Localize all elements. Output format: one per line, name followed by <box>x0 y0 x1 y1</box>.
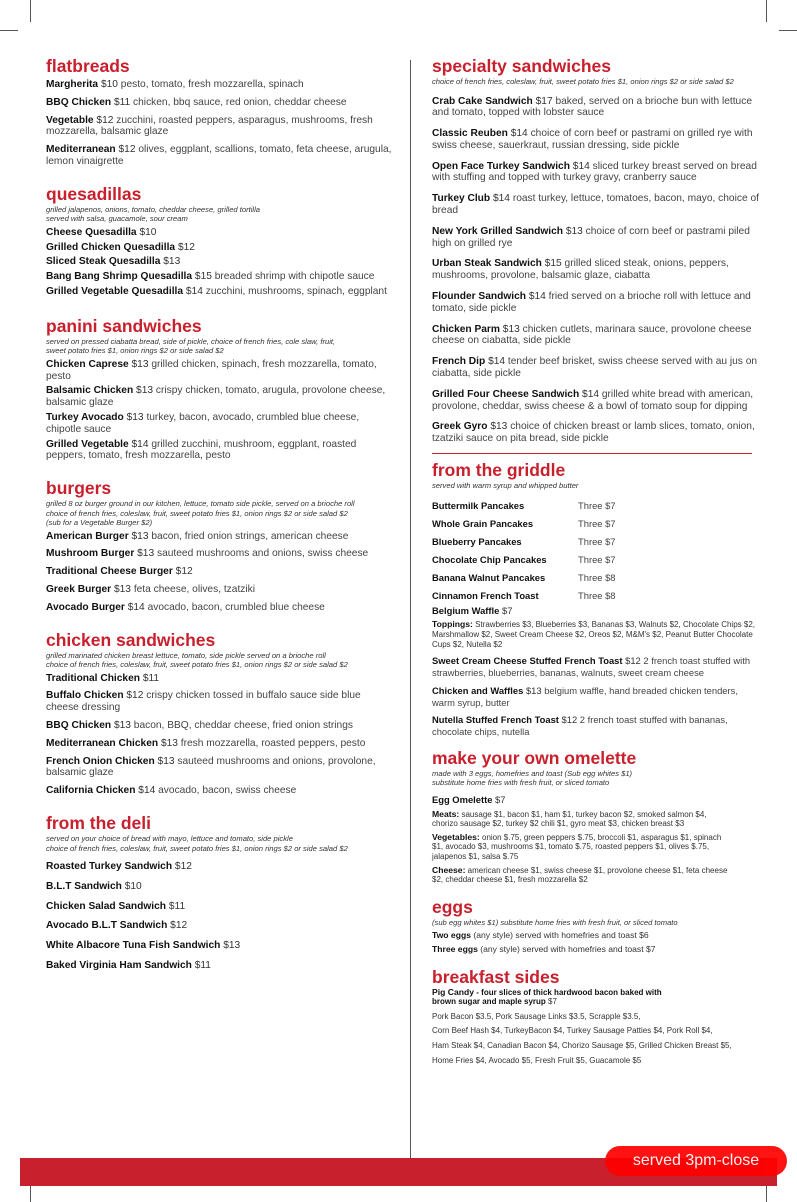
pancake-row <box>432 587 762 605</box>
section-note <box>46 651 396 670</box>
item-desc: avocado, bacon, swiss cheese <box>158 785 297 797</box>
item-desc: served with homefries and toast <box>515 930 637 941</box>
menu-item <box>432 128 762 152</box>
item-price: $14 <box>582 388 600 400</box>
section-note <box>432 481 762 491</box>
item-price: $7 <box>646 943 656 954</box>
item-price: $11 <box>113 96 131 108</box>
egg-item <box>432 945 762 955</box>
crop-mark <box>30 0 31 22</box>
menu-item <box>46 690 396 714</box>
item-desc: olives, eggplant, scallions, tomato, feta cheese, arugula, lemon vinaigrette <box>46 144 392 167</box>
item-style: (any style) <box>473 930 514 941</box>
section-title: burgers <box>46 478 112 499</box>
item-name: French Onion Chicken <box>46 755 155 767</box>
section-title: make your own omelette <box>432 747 637 768</box>
item-list <box>432 96 762 446</box>
item-price: $14 <box>127 601 145 613</box>
menu-item <box>46 738 396 750</box>
menu-item <box>46 412 396 436</box>
item-name: Grilled Four Cheese Sandwich <box>432 388 580 400</box>
item-name: White Albacore Tuna Fish Sandwich <box>46 940 221 952</box>
note-line: served with warm syrup and whipped butter <box>432 481 579 491</box>
menu-item <box>46 548 396 560</box>
side-line: Corn Beef Hash $4, TurkeyBacon $4, Turkey Sausage Patties $4, Pork Roll $4, <box>432 1026 713 1036</box>
item-list <box>46 359 396 462</box>
item-list <box>46 673 396 797</box>
item-name: Cheese Quesadilla <box>46 226 137 238</box>
section-note <box>46 205 396 224</box>
pancake-row <box>432 497 762 515</box>
group-label: Meats: <box>432 808 460 819</box>
item-desc: grilled zucchini, mushroom, eggplant, roasted peppers, tomato, fresh mozzarella, pesto <box>46 438 357 462</box>
item-price: $13 <box>160 737 178 749</box>
item-list <box>432 655 762 738</box>
side-line: Ham Steak $4, Canadian Bacon $4, Chorizo Sausage $5, Grilled Chicken Breast $5, <box>432 1040 732 1050</box>
item-price: $17 <box>535 95 553 107</box>
omelette-options <box>432 810 762 885</box>
item-name: Balsamic Chicken <box>46 385 134 397</box>
item-desc: breaded shrimp with chipotle sauce <box>214 271 375 283</box>
note-line: served on pressed ciabatta bread, side of pickle, choice of french fries, cole slaw, fruit, <box>46 336 336 346</box>
omelette-group <box>432 810 732 829</box>
item-price: $14 <box>528 291 546 303</box>
note-line: grilled marinated chicken breast lettuce, tomato, side pickle served on a brioche roll <box>46 650 326 660</box>
menu-item <box>432 258 762 282</box>
section-omelette <box>432 748 762 885</box>
menu-item <box>432 655 762 679</box>
item-desc: grilled sliced steak, onions, peppers, mushrooms, provolone, balsamic glaze, ciabatta <box>432 258 729 282</box>
item-name: Greek Burger <box>46 584 112 596</box>
omelette-group <box>432 866 732 885</box>
menu-item <box>46 256 396 268</box>
left-column <box>46 56 396 972</box>
item-name: BBQ Chicken <box>46 96 112 108</box>
note-line: sweet potato fries $1, onion rings $2 or side salad $2 <box>46 346 224 356</box>
item-name: Egg Omelette <box>432 793 493 805</box>
note-line: served with salsa, guacamole, sour cream <box>46 214 188 224</box>
item-price: Three $7 <box>578 517 616 529</box>
item-desc: crispy chicken tossed in buffalo sauce side blue cheese dressing <box>46 690 361 714</box>
item-price: $6 <box>639 930 649 941</box>
item-name: New York Grilled Sandwich <box>432 225 563 237</box>
note-line: made with 3 eggs, homefries and toast (Sub egg whites $1) <box>432 768 633 778</box>
item-price: $12 <box>118 144 136 156</box>
group-text: sausage $1, bacon $1, ham $1, turkey bacon $2, smoked salmon $4, chorizo sausage $2, turkey $2 chili $1, gyro meat $3, chicken breast $3 <box>432 809 707 829</box>
item-price: $13 <box>137 548 155 560</box>
item-price: $13 <box>126 411 144 423</box>
item-price: $14 <box>488 356 506 368</box>
menu-item <box>432 226 762 250</box>
crop-mark <box>779 30 797 31</box>
side-line: Home Fries $4, Avocado $5, Fresh Fruit $5, Guacamole $5 <box>432 1055 642 1065</box>
item-price: $13 <box>163 256 181 268</box>
item-price: Three $7 <box>578 499 616 511</box>
item-list <box>46 227 396 298</box>
sides-list <box>432 1012 762 1065</box>
menu-item <box>46 531 396 543</box>
item-desc: baked, served on a brioche bun with lettuce and tomato, topped with lobster sauce <box>432 95 752 119</box>
crop-mark <box>30 1184 31 1202</box>
item-name: Sliced Steak Quesadilla <box>46 256 161 268</box>
note-line: substitute home fries with fresh fruit, or sliced tomato <box>432 778 610 788</box>
item-desc: choice of corn beef or pastrami piled high on grilled rye <box>432 225 750 249</box>
section-griddle <box>432 460 762 738</box>
note-line: choice of french fries, coleslaw, fruit, sweet potato fries $1, onion rings $2 or side salad $2 <box>46 508 348 518</box>
item-price: $13 <box>565 225 583 237</box>
item-desc: avocado, bacon, crumbled blue cheese <box>147 601 325 613</box>
item-desc: belgium waffle, hand breaded chicken tenders, warm syrup, butter <box>432 684 738 708</box>
crop-mark <box>766 0 767 22</box>
group-text: american cheese $1, swiss cheese $1, provolone cheese $1, feta cheese $2, cheddar cheese $1, fresh mozzarella $2 <box>432 865 728 885</box>
note-line: grilled 8 oz burger ground in our kitchen, lettuce, tomato side pickle, served on a brioche roll <box>46 499 355 509</box>
menu-item <box>46 359 396 383</box>
section-note <box>432 77 762 87</box>
item-desc: sauteed mushrooms and onions, swiss cheese <box>156 548 369 560</box>
menu-item <box>46 271 396 283</box>
item-price: $13 <box>131 530 149 542</box>
item-name: American Burger <box>46 530 129 542</box>
item-name: Whole Grain Pancakes <box>432 517 534 529</box>
section-note <box>46 337 396 356</box>
item-desc: turkey, bacon, avocado, crumbled blue cheese, chipotle sauce <box>46 411 360 435</box>
item-price: Three $7 <box>578 535 616 547</box>
item-name: Chicken and Waffles <box>432 684 524 696</box>
section-deli <box>46 813 396 972</box>
item-price: $10 <box>139 226 157 238</box>
toppings <box>432 620 762 649</box>
item-name: Baked Virginia Ham Sandwich <box>46 959 192 971</box>
item-price: $15 <box>544 258 562 270</box>
section-title: from the griddle <box>432 460 566 481</box>
menu-item <box>432 605 762 617</box>
item-price: $15 <box>194 271 212 283</box>
menu-item <box>46 79 396 91</box>
item-name: French Dip <box>432 356 486 368</box>
section-title: flatbreads <box>46 56 130 76</box>
item-price: $13 <box>502 323 520 335</box>
item-desc: served with homefries and toast <box>522 943 644 954</box>
section-note <box>46 834 396 853</box>
item-desc: sauteed mushrooms and onions, provolone, balsamic glaze <box>46 755 376 779</box>
item-name: Open Face Turkey Sandwich <box>432 160 570 172</box>
item-list <box>46 861 396 972</box>
item-desc: fried served on a brioche roll with lettuce and tomato, side pickle <box>432 291 751 314</box>
section-burgers <box>46 478 396 613</box>
menu-item <box>46 602 396 614</box>
item-name: Chicken Parm <box>432 323 500 335</box>
item-price: $12 <box>177 241 195 253</box>
note-line: served on your choice of bread with mayo, lettuce and tomato, side pickle <box>46 834 293 843</box>
item-price: $12 <box>175 566 193 578</box>
item-name: Grilled Vegetable Quesadilla <box>46 285 184 297</box>
note-line: (sub for a Vegetable Burger $2) <box>46 518 153 528</box>
item-desc: chicken, bbq sauce, red onion, cheddar cheese <box>133 96 347 108</box>
item-price: Three $8 <box>578 589 616 601</box>
item-desc: bacon, fried onion strings, american cheese <box>151 530 349 542</box>
item-price: $7 <box>501 604 513 616</box>
item-name: Pig Candy <box>432 986 475 997</box>
item-price: $13 <box>490 421 508 433</box>
item-name: Mushroom Burger <box>46 548 135 560</box>
menu-item <box>432 356 762 380</box>
menu-item <box>432 389 762 413</box>
menu-item <box>432 96 762 120</box>
menu-item <box>46 227 396 239</box>
item-name: Grilled Vegetable <box>46 438 129 450</box>
toppings-text: Strawberries $3, Blueberries $3, Bananas $3, Walnuts $2, Chocolate Chips $2, Marshmallow $2, Sweet Cream Cheese $2, Oreos $2, M&M's $2, Peanut Butter Chocolate Cups $2, Nutella $2 <box>432 620 755 649</box>
item-price: $14 <box>138 785 156 797</box>
section-title: eggs <box>432 896 473 917</box>
item-price: $12 <box>561 714 578 726</box>
menu-item <box>432 193 762 217</box>
item-name: Avocado B.L.T Sandwich <box>46 920 168 932</box>
item-price: $14 <box>510 128 528 140</box>
item-name: Greek Gyro <box>432 421 488 433</box>
section-panini <box>46 316 396 462</box>
item-price: $14 <box>185 285 203 297</box>
section-sides <box>432 967 762 1066</box>
item-name: Turkey Avocado <box>46 411 124 423</box>
item-name: Chicken Caprese <box>46 358 129 370</box>
item-price: $13 <box>223 940 241 952</box>
section-title: panini sandwiches <box>46 315 202 336</box>
pancake-row <box>432 515 762 533</box>
item-desc: feta cheese, olives, tzatziki <box>133 584 255 596</box>
side-line: Pork Bacon $3.5, Pork Sausage Links $3.5, Scrapple $3.5, <box>432 1011 641 1021</box>
group-label: Vegetables: <box>432 831 480 842</box>
menu-item <box>432 291 762 315</box>
item-desc: zucchini, roasted peppers, asparagus, mushrooms, fresh mozzarella, balsamic glaze <box>46 114 373 138</box>
item-price: $12 <box>170 920 188 932</box>
item-desc: pesto, tomato, fresh mozzarella, spinach <box>120 79 304 90</box>
item-desc: 2 french toast stuffed with bananas, chocolate chips, nutella <box>432 714 728 738</box>
item-desc: tender beef brisket, swiss cheese served with au jus on ciabatta, side pickle <box>432 356 758 380</box>
item-desc: grilled white bread with american, provolone, cheddar, swiss cheese & a bowl of tomato soup for dipping <box>432 388 754 412</box>
item-desc: roast turkey, lettuce, tomatoes, bacon, mayo, choice of bread <box>432 193 759 217</box>
item-price: $11 <box>142 672 160 684</box>
section-flatbreads <box>46 56 396 168</box>
item-name: Blueberry Pancakes <box>432 535 522 547</box>
menu-item <box>432 324 762 348</box>
item-name: Mediterranean Chicken <box>46 737 159 749</box>
menu-item <box>46 861 396 873</box>
item-name: Chicken Salad Sandwich <box>46 900 167 912</box>
item-name: BBQ Chicken <box>46 720 112 732</box>
menu-item <box>46 785 396 797</box>
item-price: $13 <box>131 358 149 370</box>
item-price: $7 <box>548 997 557 1007</box>
pancake-grid <box>432 497 762 605</box>
item-name: Margherita <box>46 79 99 90</box>
menu-item <box>46 756 396 780</box>
item-name: Nutella Stuffed French Toast <box>432 714 559 726</box>
item-style: (any style) <box>480 943 520 954</box>
item-name: Buffalo Chicken <box>46 690 124 702</box>
menu-item <box>432 794 762 806</box>
item-name: Two eggs <box>432 930 471 941</box>
menu-item <box>46 97 396 109</box>
section-title: breakfast sides <box>432 966 560 987</box>
item-price: $13 <box>525 684 542 696</box>
section-title: from the deli <box>46 813 152 833</box>
menu-item <box>46 720 396 732</box>
item-desc: fresh mozzarella, roasted peppers, pesto <box>180 737 366 749</box>
right-column <box>432 56 762 1065</box>
item-name: Urban Steak Sandwich <box>432 258 542 270</box>
section-title: specialty sandwiches <box>432 56 611 76</box>
note-line: grilled jalapenos, onions, tomato, cheddar cheese, grilled tortilla <box>46 204 261 214</box>
item-desc: grilled chicken, spinach, fresh mozzarella, tomato, pesto <box>46 358 377 382</box>
note-line: choice of french fries, coleslaw, fruit, sweet potato fries $1, onion rings $2 or side salad $2 <box>46 843 348 853</box>
item-name: Roasted Turkey Sandwich <box>46 861 173 872</box>
item-price: $13 <box>113 720 131 732</box>
eggs-list <box>432 931 762 954</box>
menu-item <box>46 115 396 139</box>
note-line: choice of french fries, coleslaw, fruit, sweet potato fries $1, onion rings $2 or side salad $2 <box>432 77 734 86</box>
item-name: Sweet Cream Cheese Stuffed French Toast <box>432 655 623 667</box>
menu-item <box>46 242 396 254</box>
menu-item <box>46 385 396 409</box>
crop-mark <box>0 30 18 31</box>
item-name: Traditional Cheese Burger <box>46 566 173 578</box>
item-desc: choice of chicken breast or lamb slices, tomato, onion, tzatziki sauce on pita bread, side pickle <box>432 421 755 445</box>
menu-item <box>46 920 396 932</box>
item-name: California Chicken <box>46 785 136 797</box>
egg-item <box>432 931 762 941</box>
item-name: Banana Walnut Pancakes <box>432 571 546 583</box>
item-list <box>46 531 396 614</box>
item-price: $10 <box>100 79 118 90</box>
section-specialty <box>432 56 762 445</box>
menu-item <box>432 421 762 445</box>
item-name: Buttermilk Pancakes <box>432 499 525 511</box>
menu-item <box>46 960 396 972</box>
note-line: choice of french fries, coleslaw, fruit, sweet potato fries $1, onion rings $2 or side salad $2 <box>46 660 348 670</box>
item-price: $12 <box>96 114 114 126</box>
item-name: Crab Cake Sandwich <box>432 95 533 107</box>
item-name: Flounder Sandwich <box>432 291 526 303</box>
item-price: $14 <box>572 160 590 172</box>
served-hours-badge: served 3pm-close <box>605 1146 787 1176</box>
item-price: $14 <box>131 438 149 450</box>
item-price: $11 <box>194 959 211 971</box>
item-price: $12 <box>126 690 144 702</box>
menu-item <box>432 685 762 709</box>
item-desc: chicken cutlets, marinara sauce, provolone cheese cheese on ciabatta, side pickle <box>432 323 752 347</box>
menu-item <box>432 714 762 738</box>
item-name: Chocolate Chip Pancakes <box>432 553 547 565</box>
menu-item <box>46 940 396 952</box>
item-name: Turkey Club <box>432 193 491 205</box>
menu-item <box>46 566 396 578</box>
item-desc: crispy chicken, tomato, arugula, provolone cheese, balsamic glaze <box>46 385 386 409</box>
item-price: $12 <box>174 861 192 872</box>
pancake-row <box>432 551 762 569</box>
section-note <box>432 918 762 928</box>
section-chicken <box>46 630 396 797</box>
pancake-row <box>432 569 762 587</box>
item-price: $14 <box>492 193 510 205</box>
group-text: onion $.75, green peppers $.75, broccoli $1, asparagus $1, spinach $1, avocado $3, mushrooms $1, tomato $.75, roasted peppers $1, olives $.75, jalapenos $1, salsa $.75 <box>432 832 722 862</box>
item-name: Cinnamon French Toast <box>432 589 539 601</box>
menu-item <box>46 881 396 893</box>
item-name: Classic Reuben <box>432 128 508 140</box>
item-price: $13 <box>136 385 154 397</box>
section-rule <box>432 453 752 454</box>
item-price: $11 <box>168 900 186 912</box>
item-price: Three $8 <box>578 571 616 583</box>
item-price: $7 <box>495 793 506 805</box>
menu-item <box>46 673 396 685</box>
item-price: $13 <box>157 755 175 767</box>
crop-mark <box>766 1184 767 1202</box>
item-desc: 2 french toast stuffed with strawberries, blueberries, bananas, walnuts, sweet cream cheese <box>432 655 751 678</box>
pig-candy <box>432 988 682 1007</box>
section-title: chicken sandwiches <box>46 629 216 650</box>
item-desc: choice of corn beef or pastrami on grilled rye with swiss cheese, sauerkraut, russian dressing, side pickle <box>432 128 753 151</box>
item-list <box>46 79 396 168</box>
item-name: Mediterranean <box>46 144 116 156</box>
item-desc: - four slices of thick hardwood bacon baked with brown sugar and maple syrup <box>432 987 662 1007</box>
menu-item <box>46 286 396 298</box>
group-label: Cheese: <box>432 864 466 875</box>
item-name: Bang Bang Shrimp Quesadilla <box>46 271 193 283</box>
item-name: Avocado Burger <box>46 601 125 613</box>
section-note <box>46 499 396 528</box>
item-name: B.L.T Sandwich <box>46 880 122 892</box>
item-price: $10 <box>124 880 142 892</box>
section-quesadillas <box>46 184 396 298</box>
pancake-row <box>432 533 762 551</box>
menu-item <box>46 144 396 168</box>
omelette-group <box>432 833 732 862</box>
section-title: quesadillas <box>46 183 142 204</box>
item-desc: bacon, BBQ, cheddar cheese, fried onion strings <box>133 720 353 732</box>
item-name: Vegetable <box>46 114 94 126</box>
menu-item <box>46 439 396 463</box>
menu-item <box>432 161 762 185</box>
menu-item <box>46 584 396 596</box>
item-desc: zucchini, mushrooms, spinach, eggplant <box>205 285 387 297</box>
column-divider <box>410 60 411 1158</box>
item-name: Grilled Chicken Quesadilla <box>46 241 176 253</box>
toppings-label: Toppings: <box>432 619 473 630</box>
item-name: Traditional Chicken <box>46 672 140 684</box>
note-line: (sub egg whites $1) substitute home fries with fresh fruit, or sliced tomato <box>432 917 678 927</box>
section-note <box>432 769 762 788</box>
section-eggs <box>432 897 762 955</box>
item-price: Three $7 <box>578 553 616 565</box>
item-name: Three eggs <box>432 943 478 954</box>
item-price: $13 <box>113 584 131 596</box>
item-price: $12 <box>625 655 641 667</box>
menu-item <box>46 901 396 913</box>
item-desc: sliced turkey breast served on bread with stuffing and topped with turkey gravy, cranberry sauce <box>432 160 757 184</box>
item-name: Belgium Waffle <box>432 604 500 616</box>
